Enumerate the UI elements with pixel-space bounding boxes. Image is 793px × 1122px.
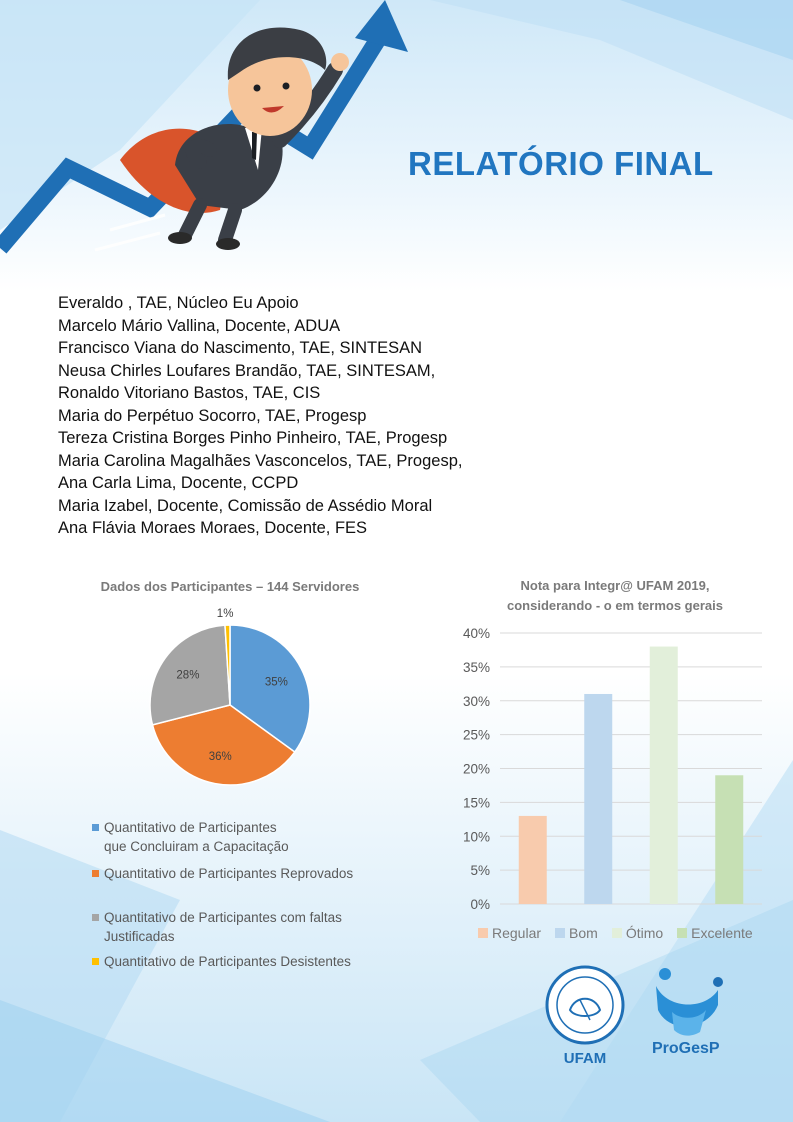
pie-legend-item [92, 864, 422, 908]
list-item: Maria Izabel, Docente, Comissão de Assédio Moral [58, 496, 433, 515]
list-item: Tereza Cristina Borges Pinho Pinheiro, TAE, Progesp [58, 429, 448, 447]
bar-legend-label: Excelente [691, 925, 753, 941]
legend-swatch [612, 928, 622, 938]
bar-legend-item [677, 925, 752, 941]
ufam-label: UFAM [563, 1050, 607, 1067]
pie-legend-label: Quantitativo de Participantes [104, 820, 277, 835]
participants-pie-chart [70, 572, 390, 802]
list-item: Ronaldo Vitoriano Bastos, TAE, CIS [58, 384, 321, 402]
list-item: Neusa Chirles Loufares Brandão, TAE, SINTESAM, [58, 361, 436, 380]
footer-logos [540, 960, 780, 1070]
legend-swatch [92, 824, 99, 831]
y-tick-label: 5% [470, 863, 490, 879]
y-tick-label: 20% [462, 761, 490, 777]
legend-swatch [677, 928, 687, 938]
list-item: Marcelo Mário Vallina, Docente, ADUA [58, 316, 341, 335]
list-item: Everaldo , TAE, Núcleo Eu Apoio [58, 294, 299, 312]
list-item: Ana Carla Lima, Docente, CCPD [58, 474, 299, 492]
pie-legend-label: Justificadas [104, 929, 175, 944]
legend-swatch [92, 870, 99, 877]
legend-swatch [478, 928, 488, 938]
bar [584, 694, 612, 904]
pie-data-label: 28% [176, 669, 200, 682]
page-title: RELATÓRIO FINAL [408, 145, 714, 182]
pie-legend [92, 818, 422, 971]
y-tick-label: 40% [462, 626, 490, 641]
legend-swatch [92, 914, 99, 921]
pie-data-label: 36% [208, 751, 232, 764]
pie-legend-item [92, 952, 422, 971]
list-item: Maria Carolina Magalhães Vasconcelos, TAE, Progesp, [58, 451, 463, 470]
y-tick-label: 35% [462, 659, 490, 675]
bar [650, 647, 678, 904]
bar-legend-label: Ótimo [625, 925, 664, 941]
progesp-logo [652, 968, 723, 1057]
pie-legend-label: Quantitativo de Participantes com faltas [104, 910, 342, 925]
legend-swatch [555, 928, 565, 938]
list-item: Francisco Viana do Nascimento, TAE, SINTESAN [58, 339, 423, 357]
bar [519, 816, 547, 904]
pie-legend-item [92, 818, 422, 858]
bar-legend-item [612, 925, 663, 941]
y-tick-label: 25% [462, 727, 490, 743]
bar-legend [478, 925, 753, 941]
pie-legend-item [92, 908, 422, 952]
list-item: Maria do Perpétuo Socorro, TAE, Progesp [58, 406, 367, 425]
list-item: Ana Flávia Moraes Moraes, Docente, FES [58, 519, 368, 537]
y-tick-label: 0% [470, 897, 490, 912]
ufam-logo [547, 967, 623, 1067]
pie-legend-label: Quantitativo de Participantes Reprovados [104, 866, 354, 881]
pie-legend-label: que Concluiram a Capacitação [104, 839, 289, 854]
y-tick-label: 30% [462, 693, 490, 709]
participants-list [58, 292, 462, 540]
bar [715, 775, 743, 904]
bar-legend-item [478, 925, 541, 941]
y-tick-label: 15% [462, 795, 490, 811]
rating-bar-chart [440, 572, 780, 917]
superhero-businessman-icon [0, 0, 420, 270]
bar-legend-label: Regular [492, 925, 542, 941]
pie-chart-title: Dados dos Participantes – 144 Servidores [100, 579, 360, 594]
progesp-label: ProGesP [652, 1040, 720, 1057]
bar-legend-label: Bom [569, 925, 598, 941]
pie-data-label: 1% [216, 608, 234, 621]
legend-swatch [92, 958, 99, 965]
bar-legend-item [555, 925, 598, 941]
y-tick-label: 10% [462, 829, 490, 845]
pie-data-label: 35% [264, 676, 288, 689]
pie-legend-label: Quantitativo de Participantes Desistentes [104, 954, 351, 969]
bar-chart-title: Nota para Integr@ UFAM 2019, [520, 578, 710, 593]
bar-chart-subtitle: considerando - o em termos gerais [506, 598, 724, 613]
